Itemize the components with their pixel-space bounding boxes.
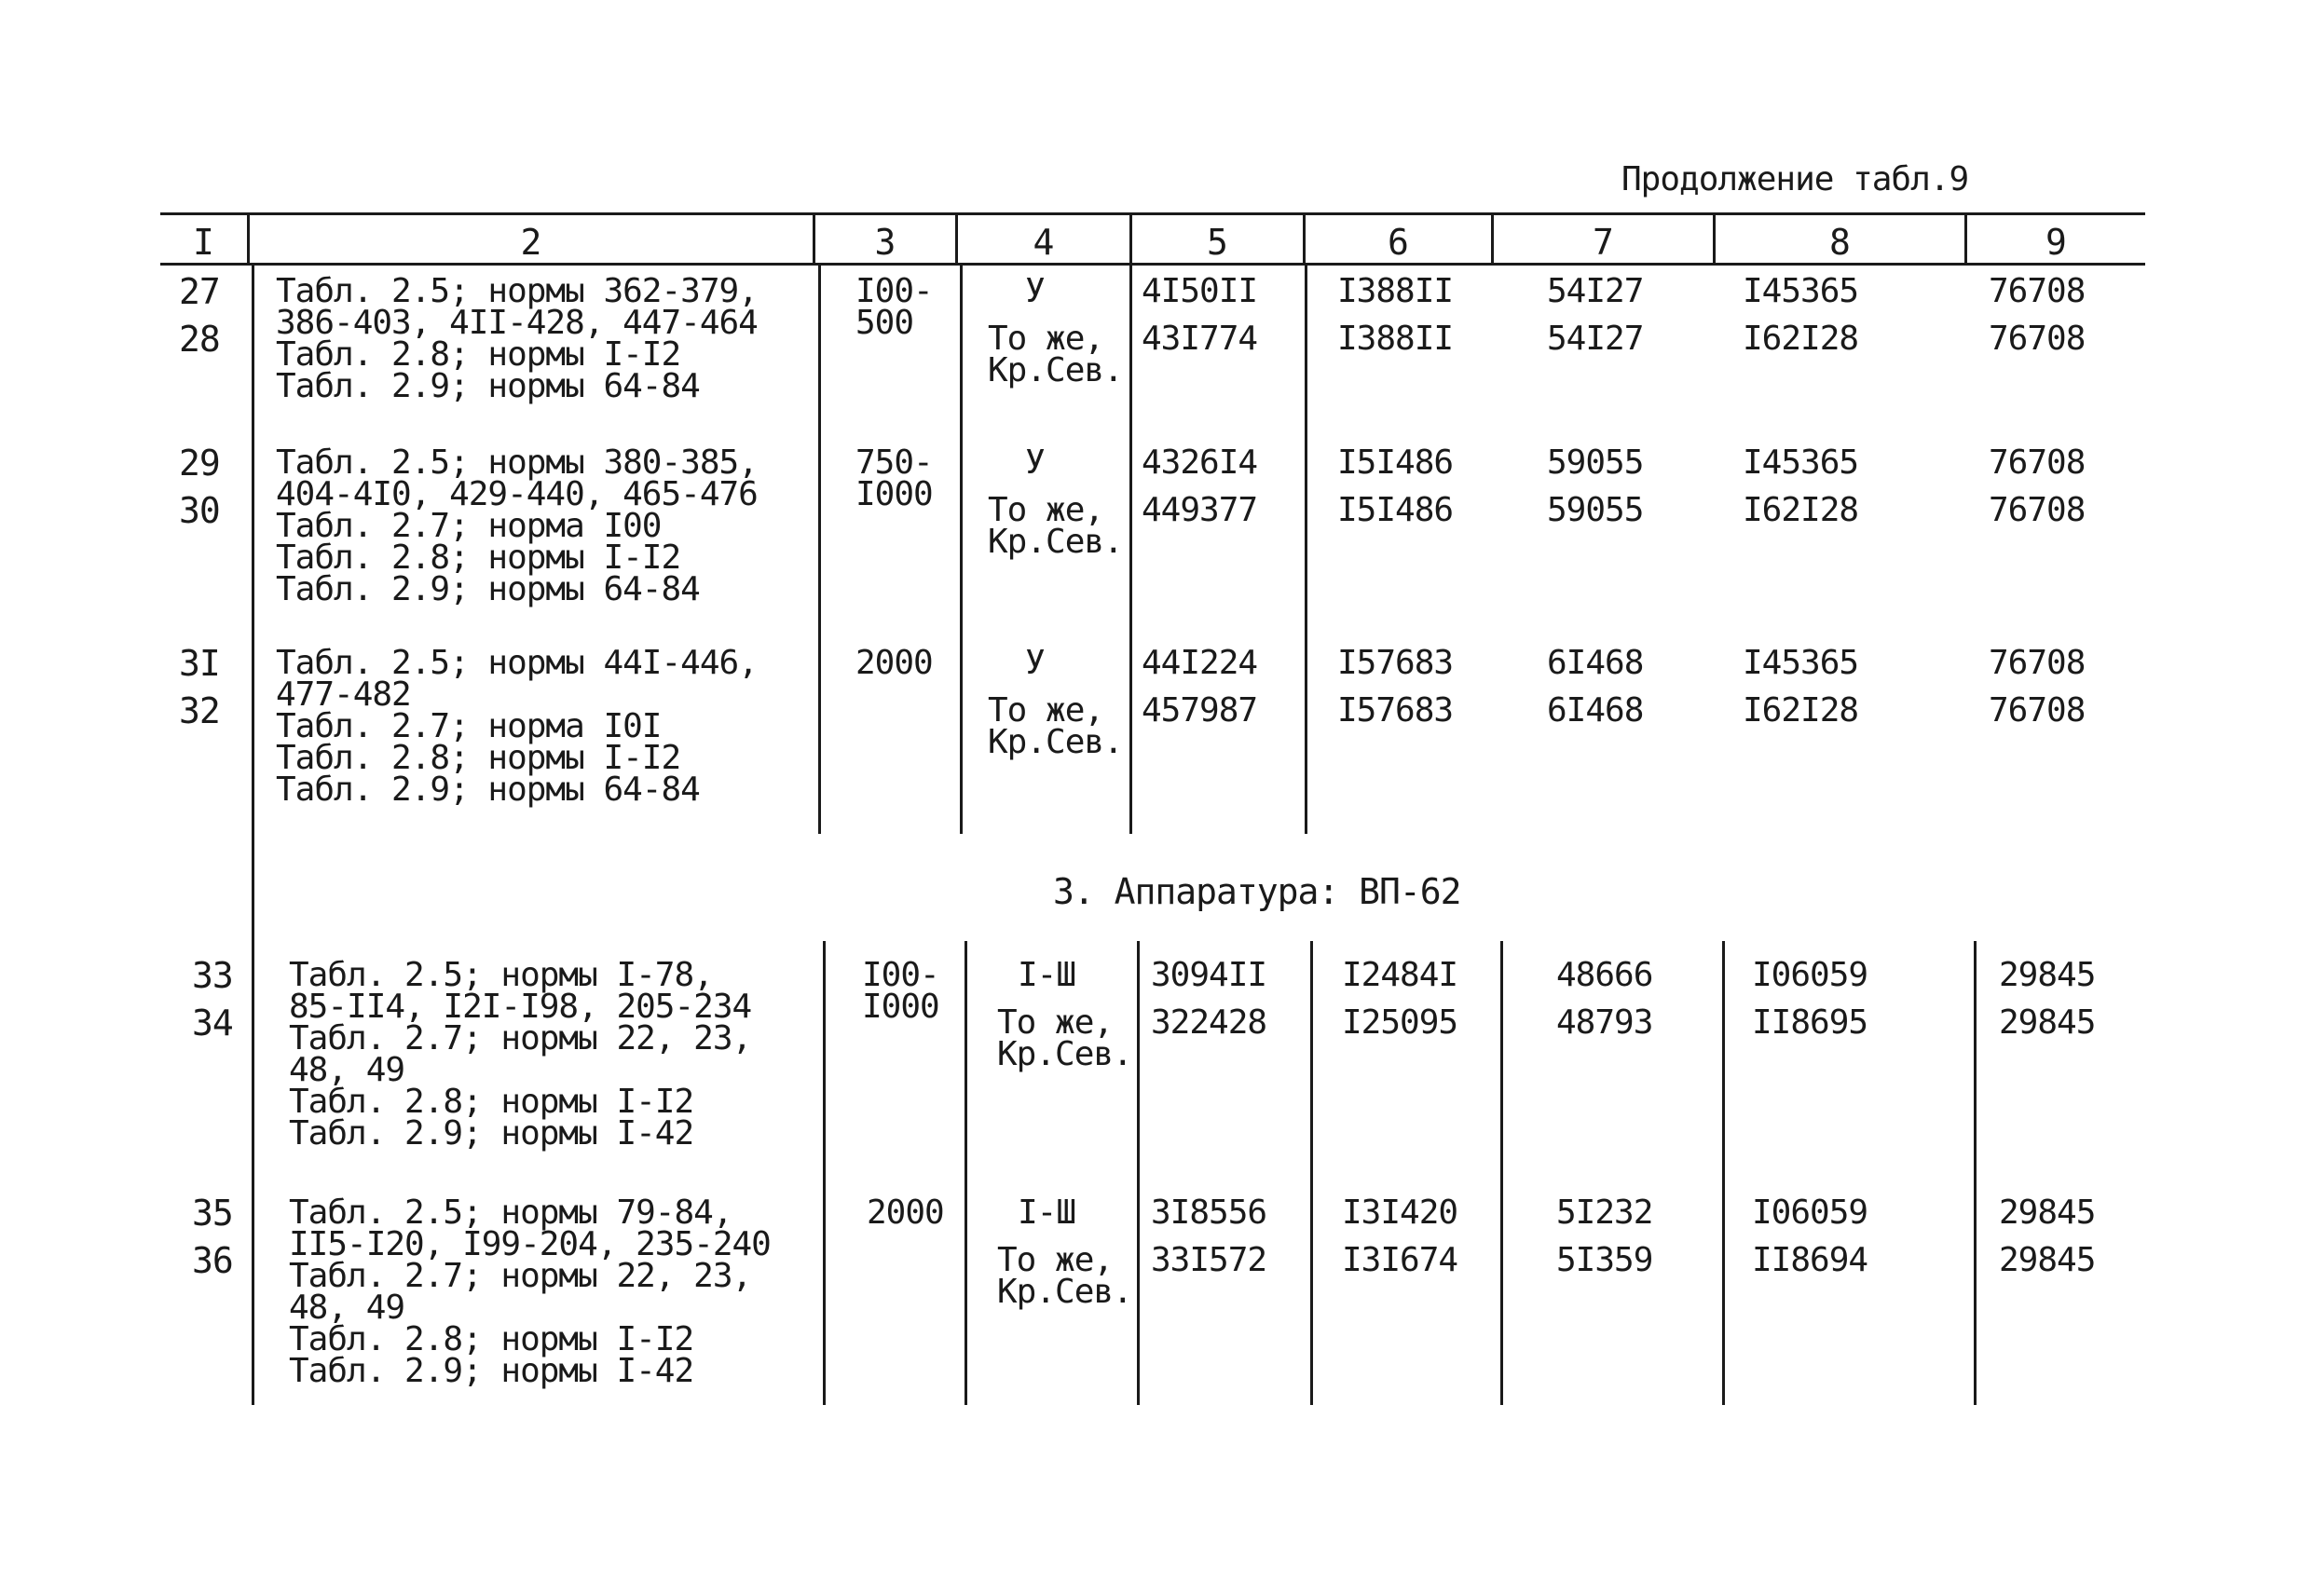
column-header: 6 [1388,222,1409,263]
cell-col9: 76708 [1989,691,2086,730]
norms-line: 85-II4, I2I-I98, 205-234 [289,988,752,1026]
header-bottom-rule [160,263,2145,266]
row-number: 32 [179,690,220,731]
column-divider [1500,941,1503,1405]
norms-line: Табл. 2.7; норма I0I [276,707,662,745]
cell-col9: 29845 [1999,1003,2096,1042]
column-header: 7 [1593,222,1614,263]
cell-col5: 322428 [1151,1003,1267,1042]
norms-line: 386-403, 4II-428, 447-464 [276,304,758,342]
cell-col9: 29845 [1999,956,2096,994]
cell-col8: I45365 [1743,272,1859,310]
row-number: 3I [179,643,220,684]
cell-col5: 449377 [1142,491,1258,529]
zone-value: I-Ш [1018,956,1076,994]
row-number: 28 [179,319,220,360]
range-value: I000 [855,475,933,513]
cell-col7: 5I232 [1556,1194,1653,1232]
column-divider [823,941,826,1405]
zone-value: То же, [997,1241,1114,1279]
section-title: 3. Аппаратура: ВП-62 [1053,871,1461,912]
column-divider [960,264,963,834]
zone-value: Кр.Сев. [997,1035,1132,1073]
range-value: 2000 [855,644,933,682]
norms-line: 48, 49 [289,1289,405,1327]
column-header: I [193,222,214,263]
cell-col5: 44I224 [1142,644,1258,682]
norms-line: Табл. 2.8; нормы I-I2 [276,539,681,577]
cell-col5: 43I774 [1142,320,1258,358]
zone-value: То же, [997,1003,1114,1042]
zone-value: I-Ш [1018,1194,1076,1232]
cell-col9: 76708 [1989,644,2086,682]
column-header: 5 [1207,222,1228,263]
range-value: 500 [855,304,914,342]
table-top-rule [160,212,2145,215]
cell-col6: I5I486 [1337,491,1454,529]
column-divider [964,941,967,1405]
column-divider [1137,941,1140,1405]
cell-col8: I45365 [1743,443,1859,482]
cell-col5: 33I572 [1151,1241,1267,1279]
norms-line: Табл. 2.7; норма I00 [276,507,662,545]
cell-col7: 6I468 [1547,644,1644,682]
cell-col7: 48793 [1556,1003,1653,1042]
norms-line: 404-4I0, 429-440, 465-476 [276,475,758,513]
cell-col5: 457987 [1142,691,1258,730]
row-number: 34 [192,1003,233,1044]
cell-col7: 6I468 [1547,691,1644,730]
norms-line: Табл. 2.9; нормы I-42 [289,1352,694,1390]
norms-line: Табл. 2.5; нормы 44I-446, [276,644,758,682]
cell-col5: 4I50II [1142,272,1258,310]
cell-col6: I57683 [1337,644,1454,682]
column-header: 4 [1033,222,1055,263]
column-header: 9 [2045,222,2067,263]
cell-col9: 29845 [1999,1241,2096,1279]
cell-col9: 76708 [1989,320,2086,358]
cell-col8: II8694 [1752,1241,1868,1279]
cell-col6: I388II [1337,272,1454,310]
norms-line: 48, 49 [289,1051,405,1089]
norms-line: Табл. 2.7; нормы 22, 23, [289,1019,752,1057]
zone-value: У [1025,443,1045,482]
cell-col6: I25095 [1342,1003,1458,1042]
norms-line: Табл. 2.9; нормы I-42 [289,1114,694,1153]
cell-col8: I62I28 [1743,320,1859,358]
cell-col6: I388II [1337,320,1454,358]
column-header: 2 [520,222,542,263]
zone-value: То же, [988,691,1104,730]
norms-line: 477-482 [276,675,411,714]
norms-line: Табл. 2.8; нормы I-I2 [276,739,681,777]
cell-col8: I06059 [1752,1194,1868,1232]
norms-line: Табл. 2.8; нормы I-I2 [276,335,681,374]
column-divider [252,264,254,1405]
range-value: I00- [855,272,933,310]
cell-col7: 54I27 [1547,320,1644,358]
range-value: I00- [862,956,939,994]
zone-value: То же, [988,491,1104,529]
zone-value: Кр.Сев. [997,1273,1132,1311]
column-divider [1310,941,1313,1405]
norms-line: Табл. 2.5; нормы I-78, [289,956,713,994]
cell-col6: I5I486 [1337,443,1454,482]
cell-col7: 5I359 [1556,1241,1653,1279]
norms-line: Табл. 2.7; нормы 22, 23, [289,1257,752,1295]
norms-line: Табл. 2.5; нормы 79-84, [289,1194,732,1232]
row-number: 29 [179,443,220,484]
row-number: 27 [179,271,220,312]
norms-line: Табл. 2.9; нормы 64-84 [276,570,700,608]
table-caption: Продолжение табл.9 [1621,160,1969,198]
cell-col6: I57683 [1337,691,1454,730]
range-value: I000 [862,988,939,1026]
zone-value: Кр.Сев. [988,723,1123,761]
cell-col5: 3I8556 [1151,1194,1267,1232]
range-value: 2000 [867,1194,944,1232]
norms-line: Табл. 2.9; нормы 64-84 [276,771,700,809]
norms-line: Табл. 2.9; нормы 64-84 [276,367,700,405]
row-number: 36 [192,1240,233,1281]
norms-line: Табл. 2.5; нормы 380-385, [276,443,758,482]
norms-line: Табл. 2.8; нормы I-I2 [289,1320,694,1358]
cell-col5: 4326I4 [1142,443,1258,482]
column-divider [818,264,821,834]
range-value: 750- [855,443,933,482]
cell-col9: 76708 [1989,491,2086,529]
cell-col8: II8695 [1752,1003,1868,1042]
row-number: 35 [192,1193,233,1234]
cell-col7: 59055 [1547,443,1644,482]
column-header: 3 [874,222,896,263]
cell-col6: I2484I [1342,956,1458,994]
cell-col6: I3I420 [1342,1194,1458,1232]
column-divider [1722,941,1725,1405]
norms-line: Табл. 2.8; нормы I-I2 [289,1083,694,1121]
zone-value: То же, [988,320,1104,358]
cell-col7: 54I27 [1547,272,1644,310]
zone-value: У [1025,272,1045,310]
norms-line: Табл. 2.5; нормы 362-379, [276,272,758,310]
cell-col8: I62I28 [1743,491,1859,529]
zone-value: У [1025,644,1045,682]
column-divider [1974,941,1977,1405]
row-number: 30 [179,490,220,531]
cell-col9: 76708 [1989,443,2086,482]
cell-col9: 29845 [1999,1194,2096,1232]
cell-col8: I62I28 [1743,691,1859,730]
cell-col8: I45365 [1743,644,1859,682]
column-header: 8 [1829,222,1851,263]
zone-value: Кр.Сев. [988,523,1123,561]
zone-value: Кр.Сев. [988,351,1123,389]
column-divider [1305,264,1307,834]
cell-col8: I06059 [1752,956,1868,994]
cell-col7: 48666 [1556,956,1653,994]
cell-col5: 3094II [1151,956,1267,994]
row-number: 33 [192,955,233,996]
cell-col9: 76708 [1989,272,2086,310]
norms-line: II5-I20, I99-204, 235-240 [289,1225,771,1263]
cell-col7: 59055 [1547,491,1644,529]
column-divider [1129,264,1132,834]
cell-col6: I3I674 [1342,1241,1458,1279]
